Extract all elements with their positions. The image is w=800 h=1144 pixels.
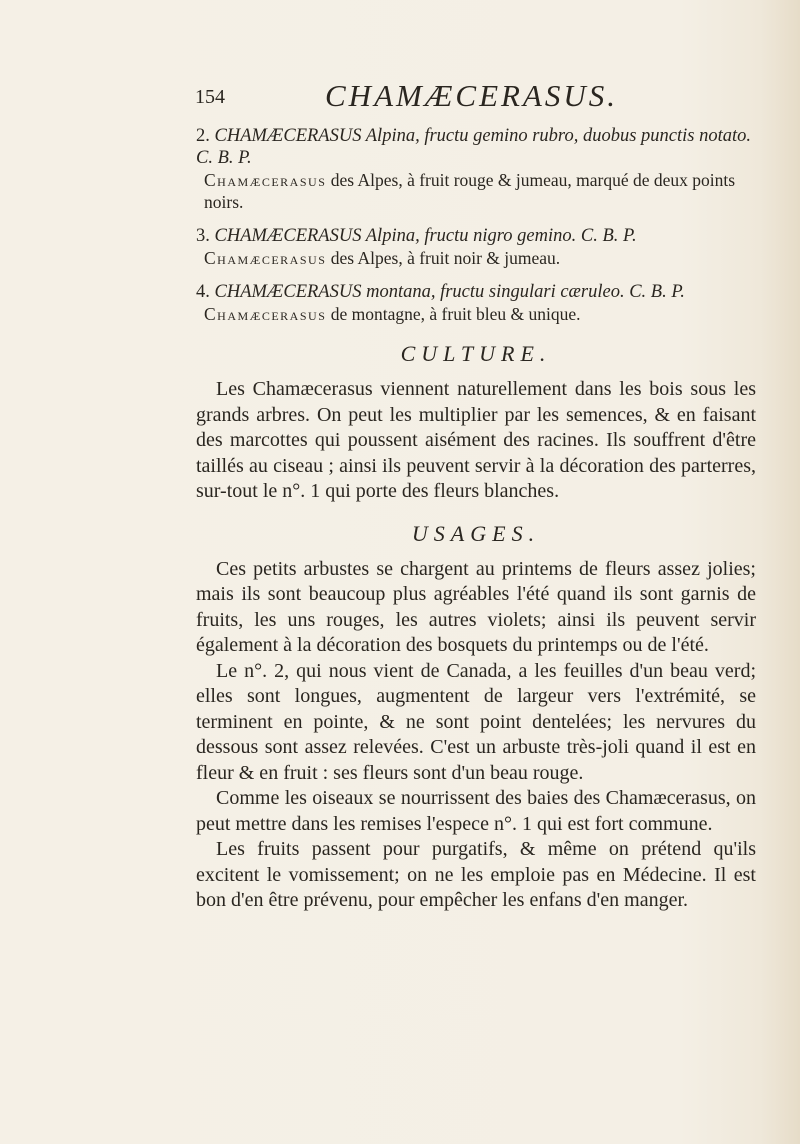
latin-text: CHAMÆCERASUS Alpina, fructu nigro gemino. C. B. P. — [214, 226, 637, 246]
usages-heading: USAGES. — [411, 520, 541, 546]
usages-paragraph-3: Comme les oiseaux se nourrissent des baies des Chamæcerasus, on peut mettre dans les remises l'espece n°. 1 qui est fort commune. — [196, 787, 756, 835]
genus-name: Chamæcerasus — [204, 248, 327, 268]
french-text: des Alpes, à fruit noir & jumeau. — [326, 248, 561, 268]
french-text: de montagne, à fruit bleu & unique. — [326, 304, 581, 324]
genus-name: Chamæcerasus — [204, 170, 327, 190]
french-text: des Alpes, à fruit rouge & jumeau, marqué de deux points noirs. — [204, 170, 736, 212]
page-content — [196, 125, 756, 914]
running-title: CHAMÆCERASUS. — [325, 78, 619, 113]
entry-number: 2. — [196, 126, 210, 146]
usages-paragraph-4: Les fruits passent pour purgatifs, & même on prétend qu'ils excitent le vomissement; on ne les emploie pas en Médecine. Il est bon d'en être prévenu, pour empêcher les enfans d'en manger. — [196, 838, 756, 911]
genus-name: Chamæcerasus — [204, 304, 327, 324]
species-entry-3 — [196, 225, 756, 269]
latin-name — [196, 281, 756, 303]
usages-paragraph-1: Ces petits arbustes se chargent au printems de fleurs assez jolies; mais ils sont beaucoup plus agréables l'été quand ils sont garnis de fruits, les uns rouges, les autres violets; ainsi ils peuvent servir également à la décoration des bosquets du printemps ou de l'été. — [196, 557, 756, 656]
page-number: 154 — [195, 86, 225, 108]
french-name — [196, 169, 756, 213]
entry-number: 3. — [196, 226, 210, 246]
latin-name — [196, 125, 756, 169]
entry-number: 4. — [196, 282, 210, 302]
species-entry-2 — [196, 125, 756, 213]
french-name — [196, 303, 756, 325]
usages-paragraph-2: Le n°. 2, qui nous vient de Canada, a les feuilles d'un beau verd; elles sont longues, augmentent de largeur vers l'extrémité, se terminent en pointe, & ne sont point dentelées; les nervures du dessous sont assez relevées. C'est un arbuste très-joli quand il est en fleur & en fruit : ses fleurs sont d'un beau rouge. — [196, 659, 756, 784]
latin-text: CHAMÆCERASUS montana, fructu singulari cæruleo. C. B. P. — [214, 282, 685, 302]
latin-text: CHAMÆCERASUS Alpina, fructu gemino rubro, duobus punctis notato. C. B. P. — [196, 126, 751, 168]
latin-name — [196, 225, 756, 247]
page-header — [195, 78, 755, 118]
culture-paragraph: Les Chamæcerasus viennent naturellement dans les bois sous les grands arbres. On peut les multiplier par les semences, & en faisant des marcottes qui poussent aisément des racines. Ils souffrent d'être taillés au ciseau ; ainsi ils peuvent servir à la décoration des parterres, sur-tout le n°. 1 qui porte des fleurs blanches. — [196, 378, 756, 502]
species-entry-4 — [196, 281, 756, 325]
culture-heading: CULTURE. — [400, 341, 552, 366]
french-name — [196, 247, 756, 269]
